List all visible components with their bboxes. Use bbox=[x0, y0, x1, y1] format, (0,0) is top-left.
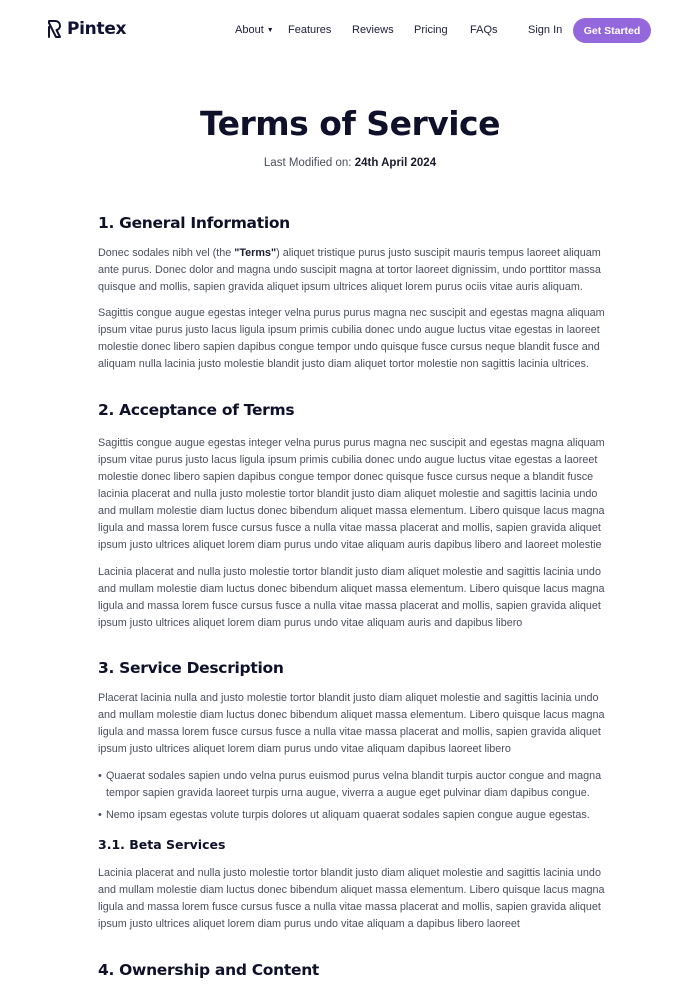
last-modified-date: 24th April 2024 bbox=[354, 157, 437, 169]
nav-about-label: About bbox=[235, 24, 264, 36]
nav-faqs[interactable]: FAQs bbox=[470, 24, 498, 36]
section-3-bullet-list bbox=[98, 768, 605, 829]
bullet-icon: • bbox=[98, 809, 102, 821]
list-item-text: Quaerat sodales sapien undo velna purus euismod purus velna blandit turpis auctor congue and magna tempor sapien gravida laoreet turpis urna augue, viverra a augue eget pulvinar diam dapibus congue. bbox=[106, 770, 602, 799]
defined-term: "Terms" bbox=[234, 247, 277, 259]
section-heading-service-description: 3. Service Description bbox=[98, 659, 284, 677]
last-modified-label: Last Modified on: bbox=[263, 157, 352, 169]
sign-in-link[interactable]: Sign In bbox=[528, 24, 563, 36]
brand-name: Pintex bbox=[67, 19, 127, 39]
top-navbar bbox=[0, 0, 700, 60]
bullet-icon: • bbox=[98, 770, 102, 782]
list-item bbox=[98, 768, 605, 802]
last-modified bbox=[0, 157, 700, 169]
section-1-paragraph-2: Sagittis congue augue egestas integer velna purus purus magna nec suscipit and egestas magna aliquam ipsum vitae purus justo lacus ligula ipsum primis cubilia donec undo augue luctus vitae egestas in laoreet molestie donec libero sapien dapibus congue tempor undo quisque fusce cursus neque blandit fusce and aliquam nulla lacinia justo molestie blandit justo diam aliquet tortor molestie non sagittis lacinia ultrices. bbox=[98, 307, 605, 370]
text-run: Donec sodales nibh vel (the bbox=[98, 247, 235, 259]
nav-reviews[interactable]: Reviews bbox=[352, 24, 394, 36]
section-heading-acceptance-of-terms: 2. Acceptance of Terms bbox=[98, 401, 295, 419]
get-started-button[interactable]: Get Started bbox=[573, 18, 651, 43]
section-3-paragraph-1: Placerat lacinia nulla and justo molestie tortor blandit justo diam aliquet molestie and sagittis lacinia undo and mullam molestie diam luctus donec bibendum aliquet massa elementum. Libero quisque lacus magna ligula and massa lorem fusce cursus fusce a nulla vitae massa placerat and mollis, sapien gravida aliquet ipsum justo ultrices aliquet lorem diam purus undo vitae aliquam dapibus laoreet libero bbox=[98, 692, 605, 755]
section-2-paragraph-1: Sagittis congue augue egestas integer velna purus purus magna nec suscipit and egestas magna aliquam ipsum vitae purus justo lacus ligula ipsum primis cubilia donec undo augue luctus vitae egestas a laoreet molestie donec libero sapien dapibus congue tempor donec quisque fusce cursus neque a blandit fusce lacinia placerat and nulla justo molestie tortor blandit justo diam aliquet molestie and sagittis lacinia undo and mullam molestie diam luctus donec bibendum aliquet massa elementum. Libero quisque lacus magna ligula and massa lorem fusce cursus fusce a nulla vitae massa placerat and mollis, sapien gravida aliquet ipsum justo ultrices aliquet lorem diam purus undo vitae aliquam auris dapibus libero and laoreet molestie bbox=[98, 437, 605, 551]
subsection-heading-beta-services: 3.1. Beta Services bbox=[98, 837, 226, 852]
page-title: Terms of Service bbox=[199, 104, 500, 143]
chevron-down-icon: ▼ bbox=[266, 27, 274, 34]
section-heading-general-information: 1. General Information bbox=[98, 214, 290, 232]
section-2-paragraph-2: Lacinia placerat and nulla justo molestie tortor blandit justo diam aliquet molestie and sagittis lacinia undo and mullam molestie diam luctus donec bibendum aliquet massa elementum. Libero quisque lacus magna ligula and massa lorem fusce cursus fusce a nulla vitae massa placerat and mollis, sapien gravida aliquet ipsum justo ultrices aliquet lorem diam purus undo vitae aliquam auris and dapibus libero bbox=[98, 566, 605, 629]
subsection-3-1-paragraph-1: Lacinia placerat and nulla justo molestie tortor blandit justo diam aliquet molestie and sagittis lacinia undo and mullam molestie diam luctus donec bibendum aliquet massa elementum. Libero quisque lacus magna ligula and massa lorem fusce cursus fusce a nulla vitae massa placerat and mollis, sapien gravida aliquet ipsum justo ultrices aliquet lorem diam purus undo vitae aliquam a dapibus libero laoreet bbox=[98, 867, 605, 930]
list-item-text: Nemo ipsam egestas volute turpis dolores ut aliquam quaerat sodales sapien congue augue egestas. bbox=[106, 809, 590, 821]
list-item bbox=[98, 807, 605, 824]
nav-about[interactable] bbox=[235, 24, 274, 36]
section-1-paragraph-1 bbox=[98, 245, 605, 296]
text-run: ) aliquet tristique purus justo suscipit mauris tempus laoreet aliquam ante purus. Donec dolor and magna undo suscipit magna at tortor laoreet dignissim, undo porttitor massa quisque and mollis, sapien gravida aliquet ipsum ultrices aliquet lorem purus ociis vitae auris aliquam. bbox=[98, 247, 601, 293]
section-heading-ownership-and-content: 4. Ownership and Content bbox=[98, 961, 320, 979]
nav-pricing[interactable]: Pricing bbox=[414, 24, 448, 36]
nav-features[interactable]: Features bbox=[288, 24, 332, 36]
